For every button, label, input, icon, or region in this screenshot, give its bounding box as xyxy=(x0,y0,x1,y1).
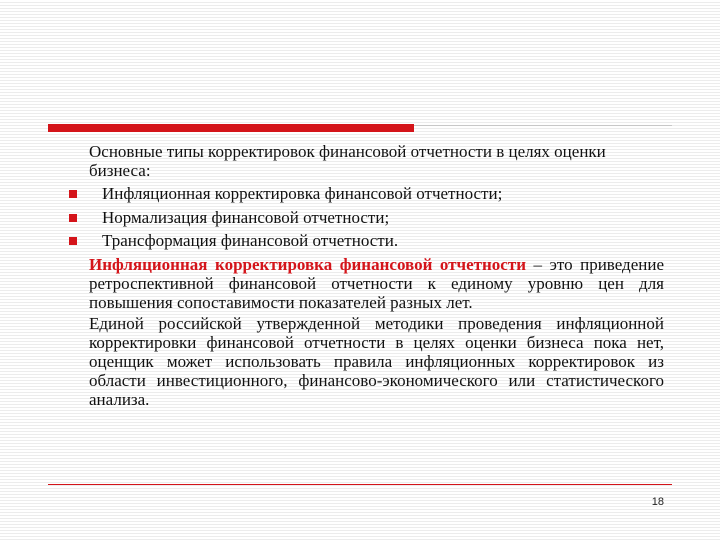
definition-paragraph xyxy=(89,255,664,312)
square-bullet-icon xyxy=(69,190,77,198)
square-bullet-icon xyxy=(69,214,77,222)
bottom-divider-line xyxy=(48,484,672,485)
list-item-label: Трансформация финансовой отчетности. xyxy=(102,231,399,250)
list-item-label: Нормализация финансовой отчетности; xyxy=(102,207,390,227)
page-number: 18 xyxy=(651,496,664,508)
list-item xyxy=(69,229,664,253)
bullet-list xyxy=(69,182,664,253)
list-item xyxy=(69,182,664,206)
accent-bar xyxy=(48,124,414,132)
list-item-label: Инфляционная корректировка финансовой отчетности; xyxy=(102,184,503,203)
defined-term: Инфляционная корректировка финансовой отчетности xyxy=(89,254,527,274)
intro-text: Основные типы корректировок финансовой отчетности в целях оценки бизнеса: xyxy=(89,142,606,180)
note-paragraph: Единой российской утвержденной методики проведения инфляционной корректировки финансовой отчетности в целях оценки бизнеса пока нет, оценщик может использовать правила инфляционных корректировок из области инвестиционного, финансово-экономического или статистического анализа. xyxy=(89,313,664,409)
definition-text: – это приведение ретроспективной финансовой отчетности к единому уровню цен для повышения сопоставимости показателей разных лет. xyxy=(89,254,664,312)
list-item xyxy=(69,206,664,230)
square-bullet-icon xyxy=(69,237,77,245)
slide-content xyxy=(89,142,664,409)
